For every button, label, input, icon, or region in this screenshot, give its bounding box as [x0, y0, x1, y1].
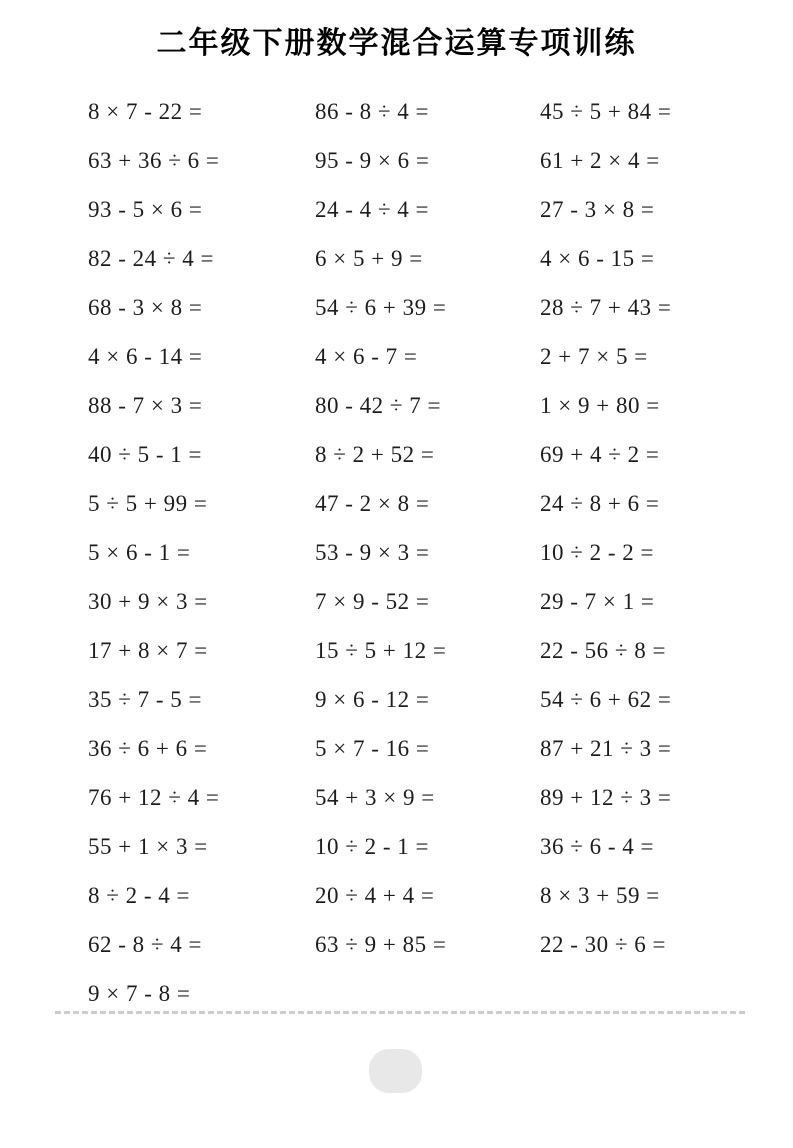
- math-problem: 9 × 6 - 12 =: [315, 687, 430, 712]
- problem-row: [88, 931, 773, 980]
- math-problem: 24 - 4 ÷ 4 =: [315, 197, 430, 222]
- math-problem: 8 × 7 - 22 =: [88, 99, 203, 124]
- math-problem: 63 + 36 ÷ 6 =: [88, 148, 220, 173]
- math-problem: 22 - 30 ÷ 6 =: [540, 932, 667, 957]
- math-problem: 20 ÷ 4 + 4 =: [315, 883, 435, 908]
- math-problem: 7 × 9 - 52 =: [315, 589, 430, 614]
- math-problem: 93 - 5 × 6 =: [88, 197, 203, 222]
- math-problem: 62 - 8 ÷ 4 =: [88, 932, 203, 957]
- math-problem: 15 ÷ 5 + 12 =: [315, 638, 447, 663]
- math-problem: 4 × 6 - 15 =: [540, 246, 655, 271]
- math-problem: 4 × 6 - 7 =: [315, 344, 418, 369]
- math-problem: 82 - 24 ÷ 4 =: [88, 246, 215, 271]
- math-problem: 2 + 7 × 5 =: [540, 344, 648, 369]
- math-problem: 27 - 3 × 8 =: [540, 197, 655, 222]
- math-problem: 89 + 12 ÷ 3 =: [540, 785, 672, 810]
- math-problem: 36 ÷ 6 + 6 =: [88, 736, 208, 761]
- worksheet-page: [0, 26, 793, 1148]
- math-problem: 54 ÷ 6 + 39 =: [315, 295, 447, 320]
- math-problem: 69 + 4 ÷ 2 =: [540, 442, 660, 467]
- problem-row: [88, 490, 773, 539]
- problem-row: [88, 784, 773, 833]
- math-problem: 4 × 6 - 14 =: [88, 344, 203, 369]
- problem-row: [88, 539, 773, 588]
- math-problem: 87 + 21 ÷ 3 =: [540, 736, 672, 761]
- math-problem: 30 + 9 × 3 =: [88, 589, 208, 614]
- page-cutoff-dashed-divider: [55, 1011, 745, 1014]
- math-problem: 40 ÷ 5 - 1 =: [88, 442, 203, 467]
- problem-row: [88, 735, 773, 784]
- math-problem: 8 ÷ 2 - 4 =: [88, 883, 191, 908]
- math-problem: 86 - 8 ÷ 4 =: [315, 99, 430, 124]
- problem-row: [88, 294, 773, 343]
- math-problem: 54 ÷ 6 + 62 =: [540, 687, 672, 712]
- math-problem: 35 ÷ 7 - 5 =: [88, 687, 203, 712]
- math-problem: 28 ÷ 7 + 43 =: [540, 295, 672, 320]
- math-problem: 6 × 5 + 9 =: [315, 246, 423, 271]
- math-problem: 22 - 56 ÷ 8 =: [540, 638, 667, 663]
- problem-row: [88, 245, 773, 294]
- math-problem: 1 × 9 + 80 =: [540, 393, 660, 418]
- math-problem: 9 × 7 - 8 =: [88, 981, 191, 1006]
- math-problem: 95 - 9 × 6 =: [315, 148, 430, 173]
- problem-row: [88, 588, 773, 637]
- problem-row: [88, 833, 773, 882]
- math-problem: 29 - 7 × 1 =: [540, 589, 655, 614]
- math-problem: 53 - 9 × 3 =: [315, 540, 430, 565]
- problems-grid: [88, 98, 773, 1029]
- math-problem: 55 + 1 × 3 =: [88, 834, 208, 859]
- math-problem: 36 ÷ 6 - 4 =: [540, 834, 655, 859]
- problem-row: [88, 441, 773, 490]
- math-problem: 5 ÷ 5 + 99 =: [88, 491, 208, 516]
- problem-row: [88, 980, 773, 1029]
- page-indicator-bubble: [369, 1049, 422, 1093]
- math-problem: 54 + 3 × 9 =: [315, 785, 435, 810]
- math-problem: 24 ÷ 8 + 6 =: [540, 491, 660, 516]
- problem-row: [88, 98, 773, 147]
- problem-row: [88, 392, 773, 441]
- math-problem: 61 + 2 × 4 =: [540, 148, 660, 173]
- problem-row: [88, 686, 773, 735]
- math-problem: 10 ÷ 2 - 1 =: [315, 834, 430, 859]
- math-problem: 88 - 7 × 3 =: [88, 393, 203, 418]
- math-problem: 10 ÷ 2 - 2 =: [540, 540, 655, 565]
- math-problem: 80 - 42 ÷ 7 =: [315, 393, 442, 418]
- problem-row: [88, 637, 773, 686]
- math-problem: 63 ÷ 9 + 85 =: [315, 932, 447, 957]
- math-problem: 8 ÷ 2 + 52 =: [315, 442, 435, 467]
- problem-row: [88, 882, 773, 931]
- math-problem: 45 ÷ 5 + 84 =: [540, 99, 672, 124]
- math-problem: 76 + 12 ÷ 4 =: [88, 785, 220, 810]
- math-problem: 5 × 6 - 1 =: [88, 540, 191, 565]
- math-problem: 8 × 3 + 59 =: [540, 883, 660, 908]
- math-problem: 47 - 2 × 8 =: [315, 491, 430, 516]
- page-title: 二年级下册数学混合运算专项训练: [156, 27, 637, 60]
- math-problem: 68 - 3 × 8 =: [88, 295, 203, 320]
- problem-row: [88, 147, 773, 196]
- math-problem: 5 × 7 - 16 =: [315, 736, 430, 761]
- math-problem: 17 + 8 × 7 =: [88, 638, 208, 663]
- problem-row: [88, 343, 773, 392]
- problem-row: [88, 196, 773, 245]
